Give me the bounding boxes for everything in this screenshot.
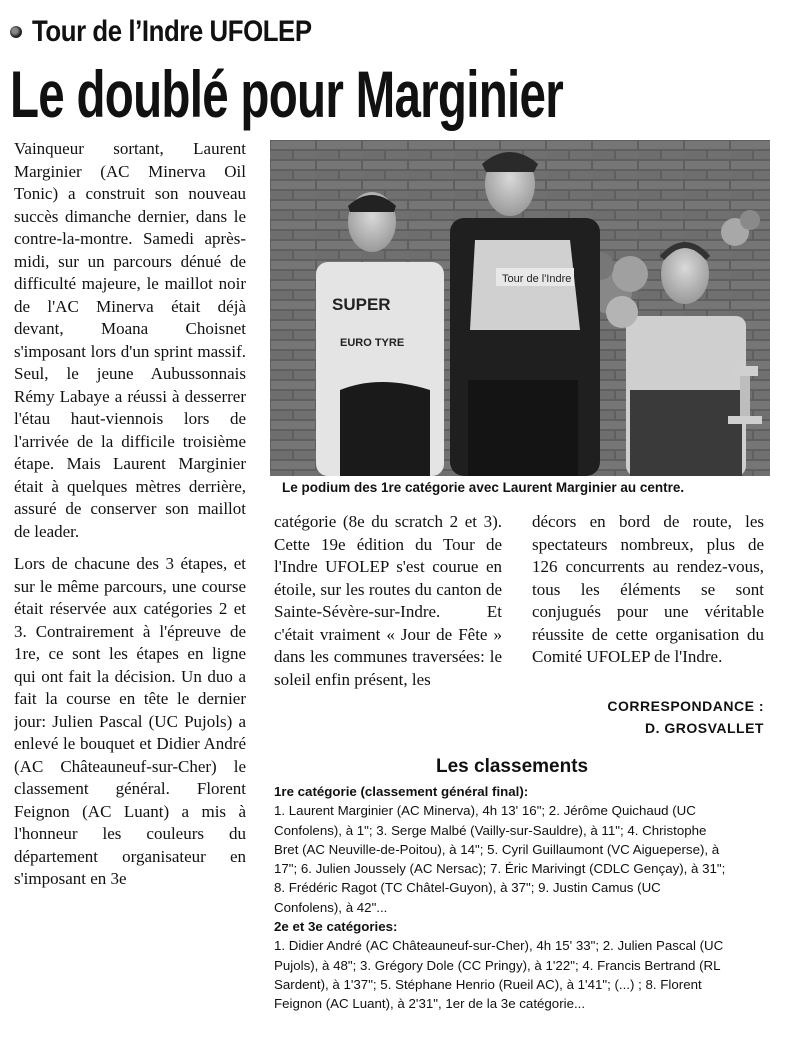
correspondant-name: D. GROSVALLET bbox=[644, 720, 764, 736]
article-column-2 bbox=[274, 511, 502, 743]
results-line: 1. Didier André (AC Châteauneuf-sur-Cher), 4h 15' 33"; 2. Julien Pascal (UC bbox=[274, 938, 724, 954]
classements-results bbox=[274, 782, 774, 1014]
classements-title: Les classements bbox=[436, 756, 589, 777]
jersey-text: EURO TYRE bbox=[340, 337, 405, 349]
results-line: 17"; 6. Julien Joussely (AC Nersac); 7. Éric Marivingt (CDLC Gençay), à 31"; bbox=[274, 861, 726, 877]
kicker-text: Tour de l’Indre UFOLEP bbox=[32, 15, 312, 48]
results-line: 1. Laurent Marginier (AC Minerva), 4h 13' 16"; 2. Jérôme Quichaud (UC bbox=[274, 803, 696, 819]
podium-photo bbox=[270, 140, 770, 476]
results-heading: 1re catégorie (classement général final): bbox=[274, 784, 529, 799]
results-line: Confolens), à 42"... bbox=[274, 899, 388, 915]
jersey-text: Tour de l'Indre bbox=[502, 273, 572, 285]
results-line: Feignon (AC Luant), à 2'31", 1er de la 3e catégorie... bbox=[274, 996, 586, 1012]
jersey-text: SUPER bbox=[332, 295, 391, 314]
results-line: Pujols), à 48"; 3. Grégory Dole (CC Pringy), à 1'22"; 4. Francis Bertrand (RL bbox=[274, 957, 721, 973]
results-line: Sardent), à 1'37"; 5. Stéphane Henrio (Rueil AC), à 1'41"; (...) ; 8. Florent bbox=[274, 976, 702, 992]
article-paragraph: décors en bord de route, les spectateurs nombreux, plus de 126 concurrents au rendez-vous, tous les éléments se sont conjugués pour une véritable réussite de cette organisation du Comité UFOLEP de l'Indre. bbox=[532, 512, 764, 666]
kicker bbox=[10, 14, 357, 50]
results-heading: 2e et 3e catégories: bbox=[274, 919, 398, 935]
results-line: 8. Frédéric Ragot (TC Châtel-Guyon), à 37"; 9. Justin Camus (UC bbox=[274, 880, 661, 896]
bullet-icon bbox=[10, 26, 22, 38]
podium-photo-image bbox=[270, 140, 770, 476]
article-paragraph: Lors de chacune des 3 étapes, et sur le même parcours, une course était réservée aux catégories 2 et 3. Contrairement à l'épreuve de 1re, ce sont les étapes en ligne qui ont fait la décision. Un duo a fait la course en tête le dernier jour: Julien Pascal (UC Pujols) a enlevé le bouquet et Didier André (AC Châteauneuf-sur-Cher) le classement général. Florent Feignon (AC Luant) a mis à l'honneur les couleurs du département organisateur en s'imposant en 3e bbox=[14, 554, 246, 888]
correspondance-label: CORRESPONDANCE : bbox=[607, 698, 764, 714]
headline: Le doublé pour Marginier bbox=[10, 57, 563, 131]
article-paragraph: Vainqueur sortant, Laurent Marginier (AC Minerva Oil Tonic) a construit son nouveau succès dimanche dernier, dans le contre-la-montre. Samedi après-midi, sur un parcours dénué de difficulté majeure, le maillot noir de l'AC Minerva était déjà devant, Moana Choisnet s'imposant lors d'un sprint massif. Seul, le jeune Aubussonnais Rémy Labaye a réussi à desserrer l'étau haut-viennois lors de l'arrivée de la difficile troisième étape. Mais Laurent Marginier était à quelques mètres derrière, assuré de conserver son maillot de leader. bbox=[14, 139, 246, 541]
results-line: Confolens), à 1"; 3. Serge Malbé (Vailly-sur-Sauldre), à 11"; 4. Christophe bbox=[274, 822, 707, 838]
article-column-1 bbox=[14, 138, 246, 1038]
article-paragraph: catégorie (8e du scratch 2 et 3). Cette 19e édition du Tour de l'Indre UFOLEP s'est courue en étoile, sur les routes du canton de Sainte-Sévère-sur-Indre. Et c'était vraiment « Jour de Fête » dans les communes traversées: le soleil enfin présent, les bbox=[274, 512, 502, 689]
photo-caption: Le podium des 1re catégorie avec Laurent Marginier au centre. bbox=[282, 480, 685, 495]
results-line: Bret (AC Neuville-de-Poitou), à 14"; 5. Cyril Guillaumont (VC Aigueperse), à bbox=[274, 841, 720, 857]
article-column-3 bbox=[532, 511, 764, 691]
